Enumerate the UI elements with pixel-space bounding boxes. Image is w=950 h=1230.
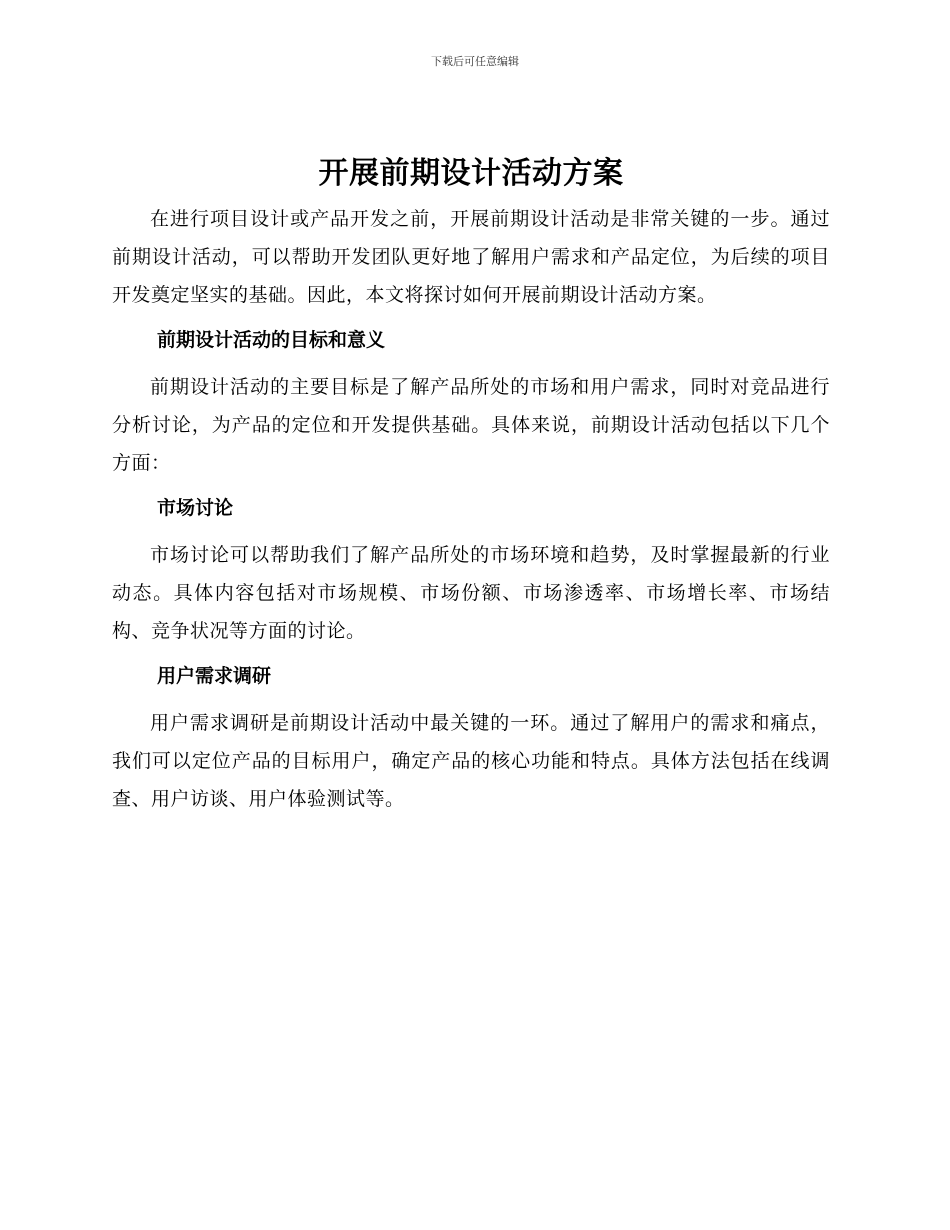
section-heading-goals: 前期设计活动的目标和意义 [157,329,386,351]
page-header-note: 下载后可任意编辑 [431,55,519,68]
section-body-market: 市场讨论可以帮助我们了解产品所处的市场环境和趋势，及时掌握最新的行业动态。具体内容包括对市场规模、市场份额、市场渗透率、市场增长率、市场结构、竞争状况等方面的讨论。 [112,544,830,642]
section-body-goals: 前期设计活动的主要目标是了解产品所处的市场和用户需求，同时对竞品进行分析讨论，为产品的定位和开发提供基础。具体来说，前期设计活动包括以下几个方面： [112,376,830,474]
section-heading-market: 市场讨论 [157,497,234,519]
document-title: 开展前期设计活动方案 [318,156,624,191]
section-body-user-research: 用户需求调研是前期设计活动中最关键的一环。通过了解用户的需求和痛点，我们可以定位产品的目标用户，确定产品的核心功能和特点。具体方法包括在线调查、用户访谈、用户体验测试等。 [112,712,830,810]
intro-paragraph: 在进行项目设计或产品开发之前，开展前期设计活动是非常关键的一步。通过前期设计活动，可以帮助开发团队更好地了解用户需求和产品定位，为后续的项目开发奠定坚实的基础。因此，本文将探讨如何开展前期设计活动方案。 [112,208,830,306]
document-body [112,152,830,826]
section-heading-user-research: 用户需求调研 [157,665,272,687]
